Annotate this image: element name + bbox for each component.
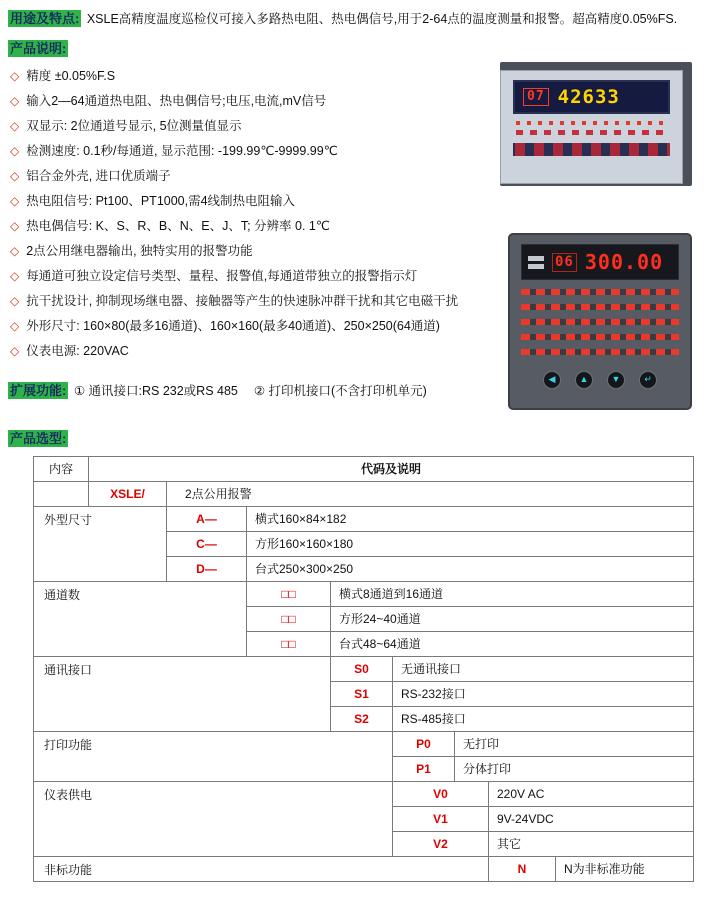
model-rows (89, 482, 694, 507)
diamond-bullet-icon: ◇ (10, 69, 20, 83)
model-lead-cell (34, 482, 89, 507)
code-cell: S2 (331, 707, 393, 732)
front-button-row (521, 371, 679, 389)
alarm-led-row (516, 121, 667, 125)
table-row (247, 632, 694, 657)
group-print-rows (393, 732, 694, 782)
diamond-bullet-icon: ◇ (10, 269, 20, 283)
selection-section-label: 产品选型: (10, 431, 67, 446)
feature-text: 检测速度: 0.1秒/每通道, 显示范围: -199.99℃-9999.99℃ (26, 144, 338, 158)
instrument-display (521, 244, 679, 280)
feature-text: 精度 ±0.05%F.S (26, 69, 116, 83)
table-row (247, 582, 694, 607)
table-row (167, 507, 694, 532)
diamond-bullet-icon: ◇ (10, 244, 20, 258)
code-cell: □□ (247, 607, 331, 632)
group-size-rows (167, 507, 694, 582)
group-power-rows (393, 782, 694, 857)
display-label-tags (528, 256, 544, 269)
usage-text: XSLE高精度温度巡检仪可接入多路热电阻、热电偶信号,用于2-64点的温度测量和报警。超高精度0.05%FS. (86, 12, 678, 26)
desc-cell: 横式8通道到16通道 (331, 582, 694, 607)
group-channels (34, 582, 694, 657)
desc-cell: 方形24~40通道 (331, 607, 694, 632)
usage-section-label: 用途及特点: (10, 11, 80, 26)
table-row (393, 807, 694, 832)
desc-cell: N为非标准功能 (556, 857, 694, 882)
feature-item (8, 189, 708, 214)
group-power-label: 仪表供电 (34, 782, 393, 857)
code-cell: D— (167, 557, 247, 582)
diamond-bullet-icon: ◇ (10, 344, 20, 358)
group-print-label: 打印功能 (34, 732, 393, 782)
section-product-description (8, 40, 708, 58)
table-row (167, 532, 694, 557)
feature-text: 热电阻信号: Pt100、PT1000,需4线制热电阻输入 (26, 194, 296, 208)
display-label-tag (528, 256, 544, 261)
code-cell: V0 (393, 782, 489, 807)
group-size (34, 507, 694, 582)
model-row (34, 482, 694, 507)
group-print (34, 732, 694, 782)
section-usage-features (8, 10, 708, 28)
header-content-cell: 内容 (34, 457, 89, 482)
desc-cell: RS-485接口 (393, 707, 694, 732)
code-cell: P1 (393, 757, 455, 782)
table-row (331, 707, 694, 732)
group-channels-label: 通道数 (34, 582, 247, 657)
feature-text: 抗干扰设计, 抑制现场继电器、接触器等产生的快速脉冲群干扰和其它电磁干扰 (26, 294, 459, 308)
desc-cell: 无打印 (455, 732, 694, 757)
group-comm (34, 657, 694, 732)
table-row (247, 607, 694, 632)
model-desc-cell: 2点公用报警 (167, 482, 694, 507)
feature-text: 双显示: 2位通道号显示, 5位测量值显示 (26, 119, 242, 133)
up-arrow-button-icon: ▲ (575, 371, 593, 389)
table-row (167, 557, 694, 582)
extension-section-label: 扩展功能: (10, 383, 67, 398)
desc-cell: 9V-24VDC (489, 807, 694, 832)
table-row (393, 757, 694, 782)
feature-text: 仪表电源: 220VAC (26, 344, 129, 358)
code-cell: A— (167, 507, 247, 532)
desc-cell: 无通讯接口 (393, 657, 694, 682)
table-row (393, 732, 694, 757)
diamond-bullet-icon: ◇ (10, 119, 20, 133)
channel-number-display: 06 (552, 253, 577, 272)
measured-value-display: 300.00 (584, 250, 664, 274)
product-photo-horizontal-instrument (500, 62, 692, 186)
desc-cell: RS-232接口 (393, 682, 694, 707)
table-row (393, 782, 694, 807)
group-power (34, 782, 694, 857)
feature-text: 输入2—64通道热电阻、热电偶信号;电压,电流,mV信号 (26, 94, 327, 108)
code-cell: S1 (331, 682, 393, 707)
desc-cell: 方形160×160×180 (247, 532, 694, 557)
alarm-led-row (521, 334, 679, 340)
code-cell: N (489, 857, 556, 882)
code-cell: C— (167, 532, 247, 557)
diamond-bullet-icon: ◇ (10, 294, 20, 308)
group-comm-rows (331, 657, 694, 732)
desc-cell: 台式48~64通道 (331, 632, 694, 657)
alarm-led-row (516, 130, 667, 135)
code-cell: P0 (393, 732, 455, 757)
display-label-tag (528, 264, 544, 269)
code-cell: S0 (331, 657, 393, 682)
desc-cell: 其它 (489, 832, 694, 857)
diamond-bullet-icon: ◇ (10, 219, 20, 233)
group-size-label: 外型尺寸 (34, 507, 167, 582)
group-nonstd-label: 非标功能 (34, 857, 489, 882)
instrument-front-panel (500, 70, 683, 184)
table-row (331, 657, 694, 682)
feature-text: 外形尺寸: 160×80(最多16通道)、160×160(最多40通道)、250×250(64通道) (26, 319, 440, 333)
table-row (331, 682, 694, 707)
measured-value-display: 42633 (557, 86, 620, 108)
product-photo-square-instrument (508, 233, 692, 410)
model-code-cell: XSLE/ (89, 482, 167, 507)
group-nonstd (34, 857, 694, 882)
code-cell: V2 (393, 832, 489, 857)
down-arrow-button-icon: ▼ (607, 371, 625, 389)
desc-cell: 台式250×300×250 (247, 557, 694, 582)
enter-button-icon: ↵ (639, 371, 657, 389)
diamond-bullet-icon: ◇ (10, 169, 20, 183)
instrument-display (513, 80, 670, 114)
diamond-bullet-icon: ◇ (10, 194, 20, 208)
front-button-row (513, 143, 670, 156)
table-row (489, 857, 694, 882)
description-section-label: 产品说明: (10, 41, 67, 56)
code-cell: □□ (247, 632, 331, 657)
channel-number-display: 07 (523, 88, 549, 106)
extension-text: ① 通讯接口:RS 232或RS 485 ② 打印机接口(不含打印机单元) (73, 384, 427, 398)
left-arrow-button-icon: ◀ (543, 371, 561, 389)
table-row (89, 482, 694, 507)
selection-table (33, 456, 694, 882)
alarm-led-row (521, 289, 679, 295)
alarm-led-row (521, 304, 679, 310)
code-cell: V1 (393, 807, 489, 832)
alarm-led-row (521, 349, 679, 355)
diamond-bullet-icon: ◇ (10, 319, 20, 333)
table-header-row (34, 457, 694, 482)
desc-cell: 220V AC (489, 782, 694, 807)
diamond-bullet-icon: ◇ (10, 94, 20, 108)
alarm-led-row (521, 319, 679, 325)
feature-text: 铝合金外壳, 进口优质端子 (26, 169, 171, 183)
group-comm-label: 通讯接口 (34, 657, 331, 732)
group-nonstd-rows (489, 857, 694, 882)
group-channels-rows (247, 582, 694, 657)
feature-text: 热电偶信号: K、S、R、B、N、E、J、T; 分辨率 0. 1℃ (26, 219, 330, 233)
feature-text: 2点公用继电器输出, 独特实用的报警功能 (26, 244, 253, 258)
header-code-desc-cell: 代码及说明 (89, 457, 694, 482)
feature-text: 每通道可独立设定信号类型、量程、报警值,每通道带独立的报警指示灯 (26, 269, 418, 283)
table-row (393, 832, 694, 857)
diamond-bullet-icon: ◇ (10, 144, 20, 158)
section-selection (8, 430, 708, 448)
desc-cell: 分体打印 (455, 757, 694, 782)
code-cell: □□ (247, 582, 331, 607)
desc-cell: 横式160×84×182 (247, 507, 694, 532)
